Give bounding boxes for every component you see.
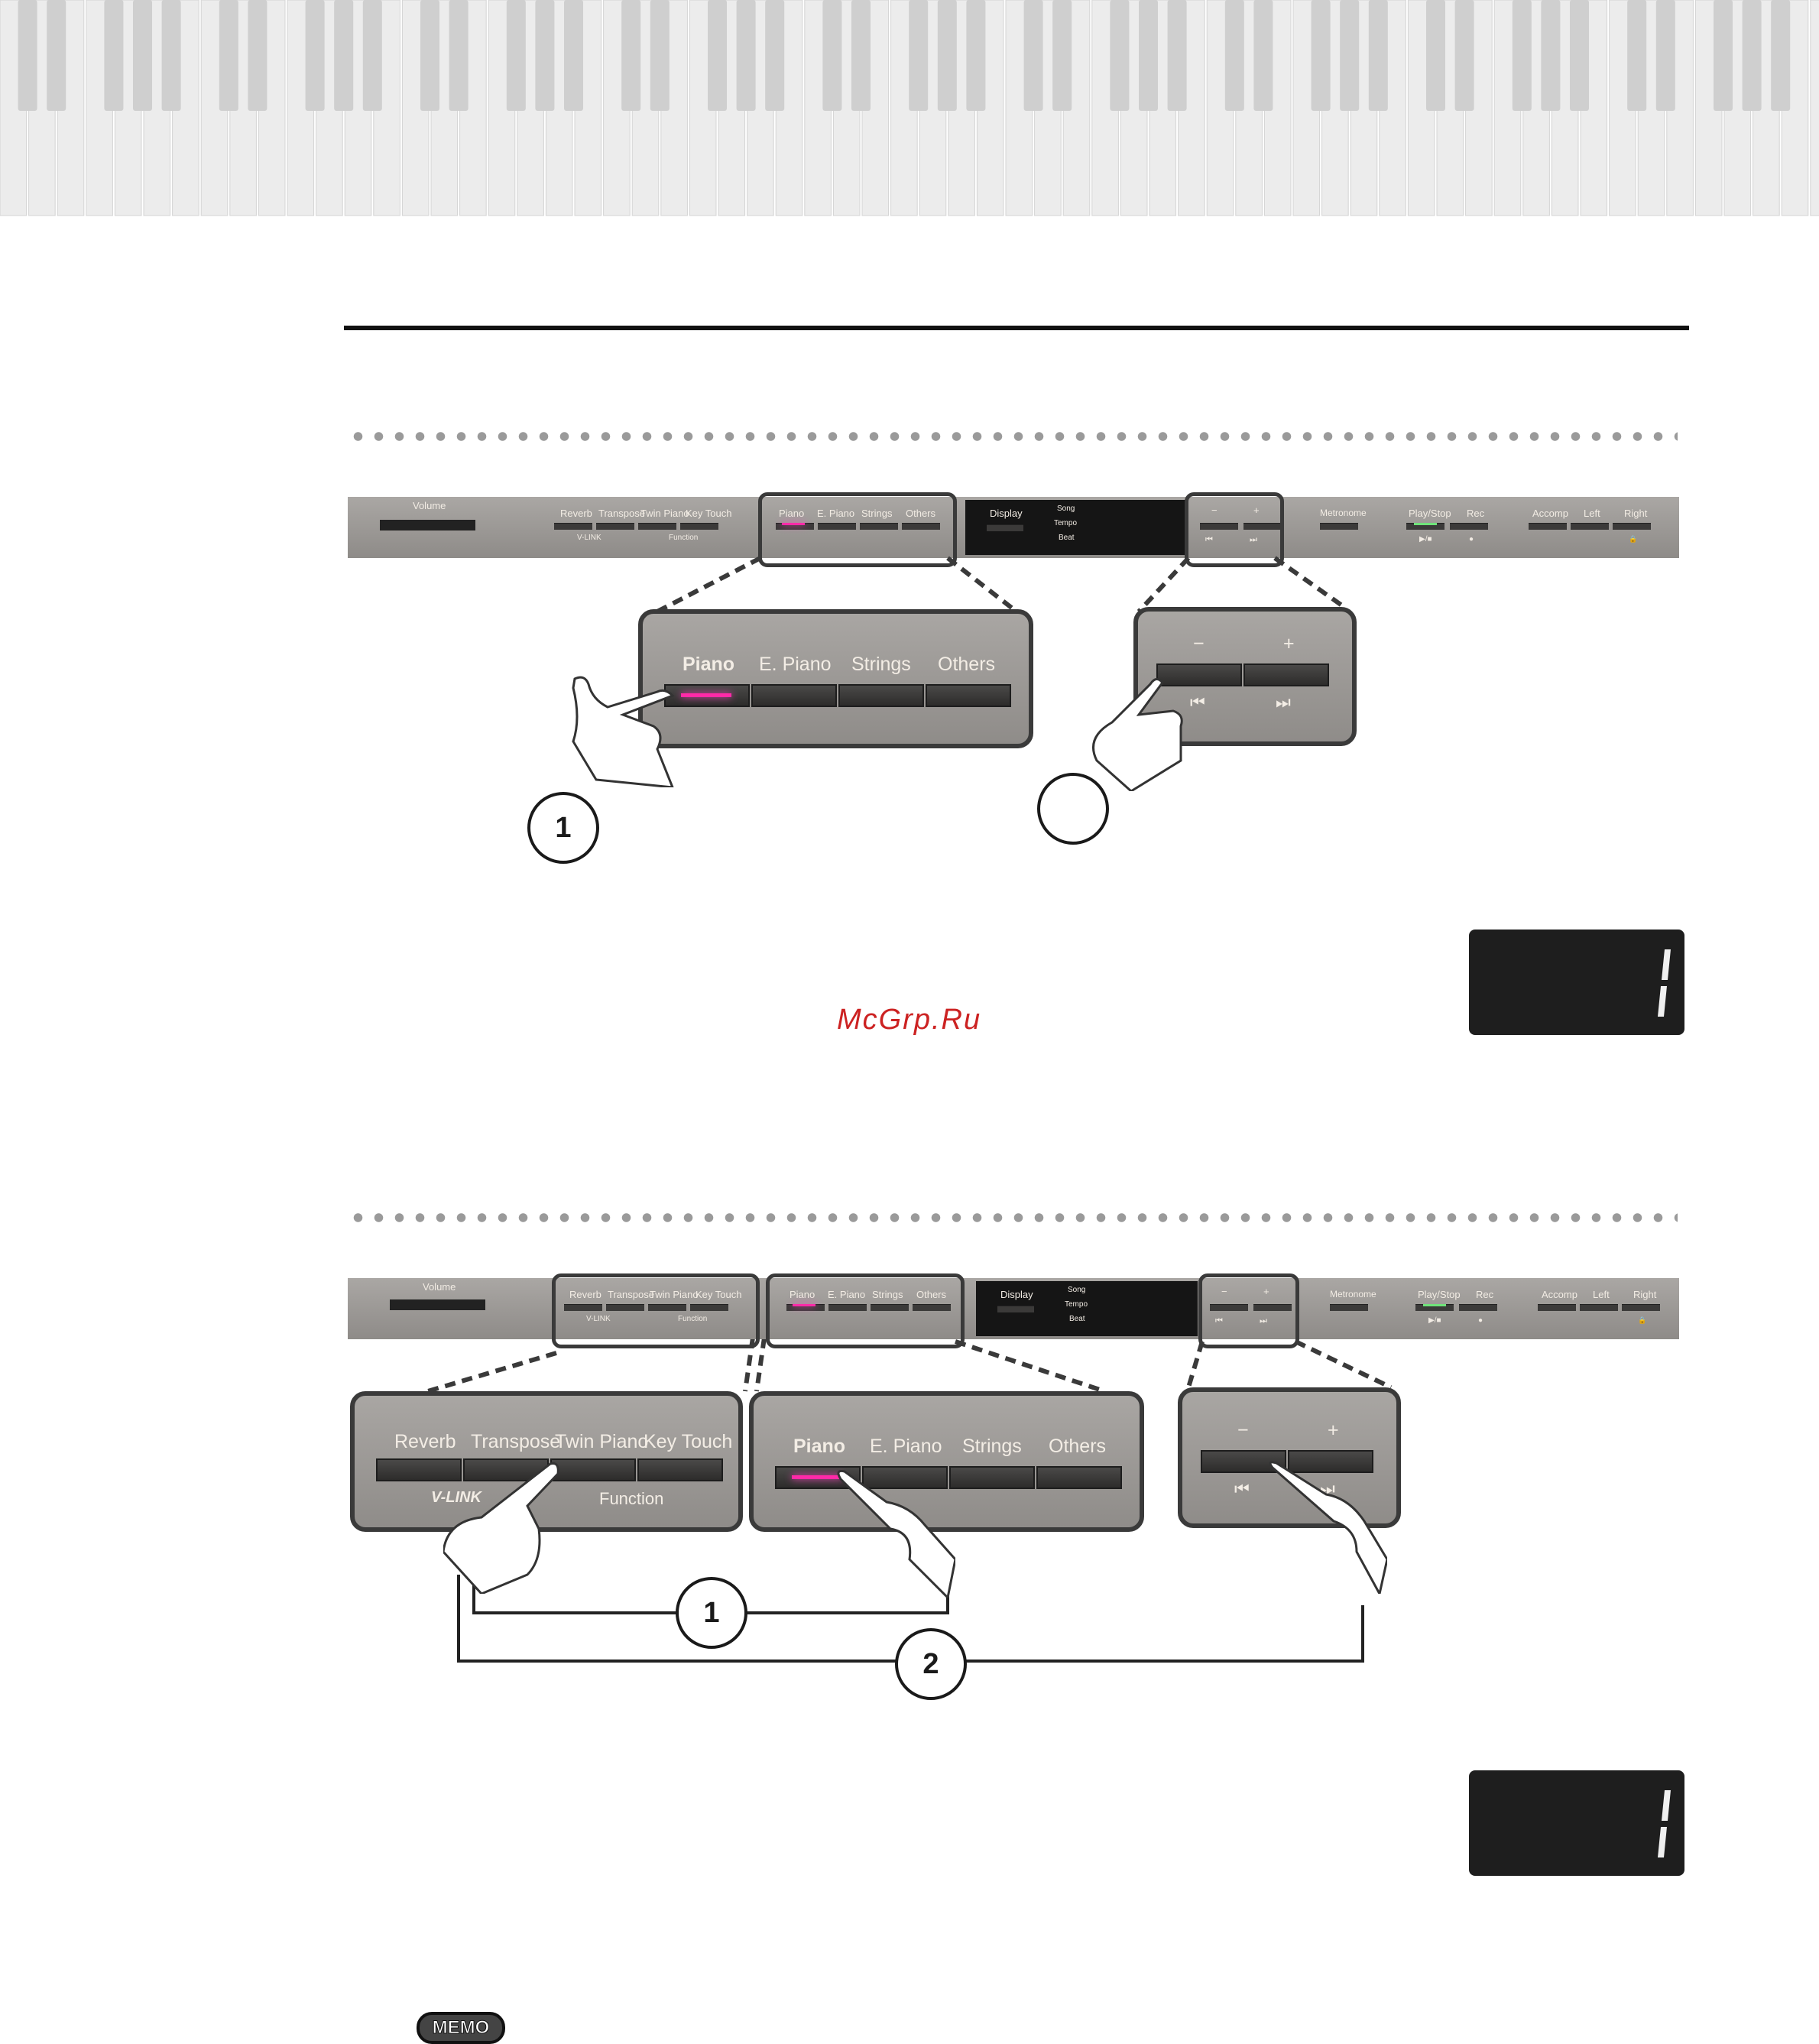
zoom-function-label: Function xyxy=(599,1489,664,1508)
pointing-hand-icon xyxy=(443,1460,566,1594)
panel-label-transpose: Transpose xyxy=(598,508,645,519)
panel-label-strings: Strings xyxy=(872,1289,903,1300)
zoom-label-e-piano: E. Piano xyxy=(870,1436,942,1457)
panel-label-e-piano: E. Piano xyxy=(817,508,855,519)
vlink-label: V-LINK xyxy=(586,1315,611,1323)
zoom-label-piano: Piano xyxy=(793,1436,846,1457)
volume-slider[interactable] xyxy=(390,1299,485,1310)
tone-group-highlight xyxy=(766,1273,965,1348)
zoom-next-icon: ⏭ xyxy=(1276,693,1291,712)
panel-label-key-touch: Key Touch xyxy=(696,1289,742,1300)
panel-label-accomp: Accomp xyxy=(1532,508,1568,519)
panel-label-piano: Piano xyxy=(779,508,805,519)
function-group-highlight xyxy=(552,1273,760,1348)
tempo-indicator: Tempo xyxy=(1065,1300,1088,1309)
pointing-hand-icon xyxy=(1066,669,1196,791)
lcd-display-1 xyxy=(1469,930,1684,1035)
rec-icon: ● xyxy=(1469,535,1474,543)
zoom-label-piano: Piano xyxy=(683,654,735,675)
accomp-button[interactable] xyxy=(1538,1304,1576,1311)
zoom-next-icon: ⏭ xyxy=(1320,1479,1335,1498)
lcd-display-2 xyxy=(1469,1770,1684,1876)
panel-label-e-piano: E. Piano xyxy=(828,1289,866,1300)
control-panel-2 xyxy=(348,1278,1679,1339)
zoom-others-button[interactable] xyxy=(926,684,1011,707)
prev-icon: ⏮ xyxy=(1215,1316,1223,1325)
play-stop-icon: ▶/■ xyxy=(1419,535,1432,543)
panel-label-minus: − xyxy=(1211,505,1218,516)
display-digit xyxy=(1645,1786,1675,1862)
panel-label-piano: Piano xyxy=(790,1289,815,1300)
next-icon: ⏭ xyxy=(1260,1316,1267,1325)
zoom-prev-icon: ⏮ xyxy=(1234,1479,1250,1498)
display-label: Display xyxy=(1000,1289,1033,1300)
zoom-label-plus: + xyxy=(1328,1419,1339,1441)
panel-label-others: Others xyxy=(906,508,936,519)
panel-label-right: Right xyxy=(1624,508,1648,519)
panel-label-plus: + xyxy=(1253,505,1260,516)
volume-label: Volume xyxy=(423,1281,456,1293)
zoom-others-button[interactable] xyxy=(1036,1466,1122,1489)
step-callout-1: 1 xyxy=(527,792,599,864)
panel-label-play-stop: Play/Stop xyxy=(1409,508,1451,519)
panel-label-plus: + xyxy=(1263,1286,1269,1297)
left-button[interactable] xyxy=(1580,1304,1618,1311)
step-callout-2 xyxy=(1037,773,1109,845)
zoom-e-piano-button[interactable] xyxy=(751,684,837,707)
panel-label-transpose: Transpose xyxy=(608,1289,654,1300)
display-button[interactable] xyxy=(997,1306,1034,1312)
zoom-label-others: Others xyxy=(1049,1436,1107,1457)
display-label: Display xyxy=(990,508,1023,519)
play-stop-led xyxy=(1423,1304,1446,1306)
panel-label-metronome: Metronome xyxy=(1320,508,1367,518)
watermark: McGrp.Ru xyxy=(837,1004,982,1036)
panel-label-accomp: Accomp xyxy=(1542,1289,1577,1300)
rec-icon: ● xyxy=(1478,1316,1483,1325)
song-indicator: Song xyxy=(1068,1286,1086,1294)
dotted-separator-2 xyxy=(348,1213,1678,1222)
zoom-prev-icon: ⏮ xyxy=(1190,693,1205,712)
lock-icon: 🔒 xyxy=(1638,1316,1647,1324)
panel-label-strings: Strings xyxy=(861,508,893,519)
zoom-vlink-label: V-LINK xyxy=(431,1489,481,1506)
zoom-label-key-touch: Key Touch xyxy=(644,1431,733,1452)
panel-label-reverb: Reverb xyxy=(560,508,592,519)
panel-label-rec: Rec xyxy=(1476,1289,1494,1300)
panel-label-left: Left xyxy=(1593,1289,1610,1300)
zoom-piano-led xyxy=(681,693,731,697)
tone-buttons-zoom-1 xyxy=(638,609,1033,748)
zoom-label-minus: − xyxy=(1237,1419,1249,1441)
panel-label-minus: − xyxy=(1221,1286,1227,1297)
next-icon: ⏭ xyxy=(1250,535,1257,544)
zoom-label-e-piano: E. Piano xyxy=(759,654,832,675)
zoom-label-reverb: Reverb xyxy=(394,1431,456,1452)
zoom-key-touch-button[interactable] xyxy=(637,1458,723,1481)
panel-label-twin-piano: Twin Piano xyxy=(640,508,689,519)
panel-label-metronome: Metronome xyxy=(1330,1289,1376,1299)
function-label: Function xyxy=(678,1315,708,1323)
pointing-hand-icon xyxy=(1265,1460,1387,1594)
memo-badge: MEMO xyxy=(417,2012,505,2044)
zoom-label-minus: − xyxy=(1193,633,1205,654)
lock-icon: 🔒 xyxy=(1629,535,1638,543)
function-label: Function xyxy=(669,534,699,542)
zoom-label-strings: Strings xyxy=(962,1436,1022,1457)
metronome-button[interactable] xyxy=(1330,1304,1368,1311)
panel-label-rec: Rec xyxy=(1467,508,1485,519)
zoom-label-strings: Strings xyxy=(851,654,911,675)
pointing-hand-icon xyxy=(550,673,688,787)
panel-label-key-touch: Key Touch xyxy=(686,508,732,519)
zoom-label-plus: + xyxy=(1283,633,1295,654)
zoom-label-others: Others xyxy=(938,654,996,675)
display-area xyxy=(976,1281,1198,1336)
panel-label-reverb: Reverb xyxy=(569,1289,601,1300)
tempo-indicator: Tempo xyxy=(1054,519,1078,527)
zoom-plus-button[interactable] xyxy=(1243,663,1329,686)
right-button[interactable] xyxy=(1622,1304,1660,1311)
step-callout-1: 1 xyxy=(676,1577,747,1649)
panel-label-right: Right xyxy=(1633,1289,1657,1300)
panel-label-left: Left xyxy=(1584,508,1600,519)
song-select-highlight xyxy=(1198,1273,1299,1348)
zoom-label-twin-piano: Twin Piano xyxy=(555,1431,649,1452)
prev-icon: ⏮ xyxy=(1205,535,1213,544)
pointing-hand-icon xyxy=(833,1468,955,1598)
step-callout-2: 2 xyxy=(895,1628,967,1700)
beat-indicator: Beat xyxy=(1059,534,1075,542)
song-indicator: Song xyxy=(1057,505,1075,513)
zoom-strings-button[interactable] xyxy=(838,684,924,707)
panel-label-others: Others xyxy=(916,1289,947,1300)
zoom-strings-button[interactable] xyxy=(949,1466,1035,1489)
vlink-label: V-LINK xyxy=(577,534,601,542)
rec-button[interactable] xyxy=(1459,1304,1497,1311)
volume-label: Volume xyxy=(413,500,446,511)
panel-label-play-stop: Play/Stop xyxy=(1418,1289,1461,1300)
zoom-label-transpose: Transpose xyxy=(471,1431,561,1452)
play-stop-icon: ▶/■ xyxy=(1428,1316,1441,1325)
display-digit xyxy=(1645,945,1675,1021)
panel-label-twin-piano: Twin Piano xyxy=(650,1289,699,1300)
beat-indicator: Beat xyxy=(1069,1315,1085,1323)
